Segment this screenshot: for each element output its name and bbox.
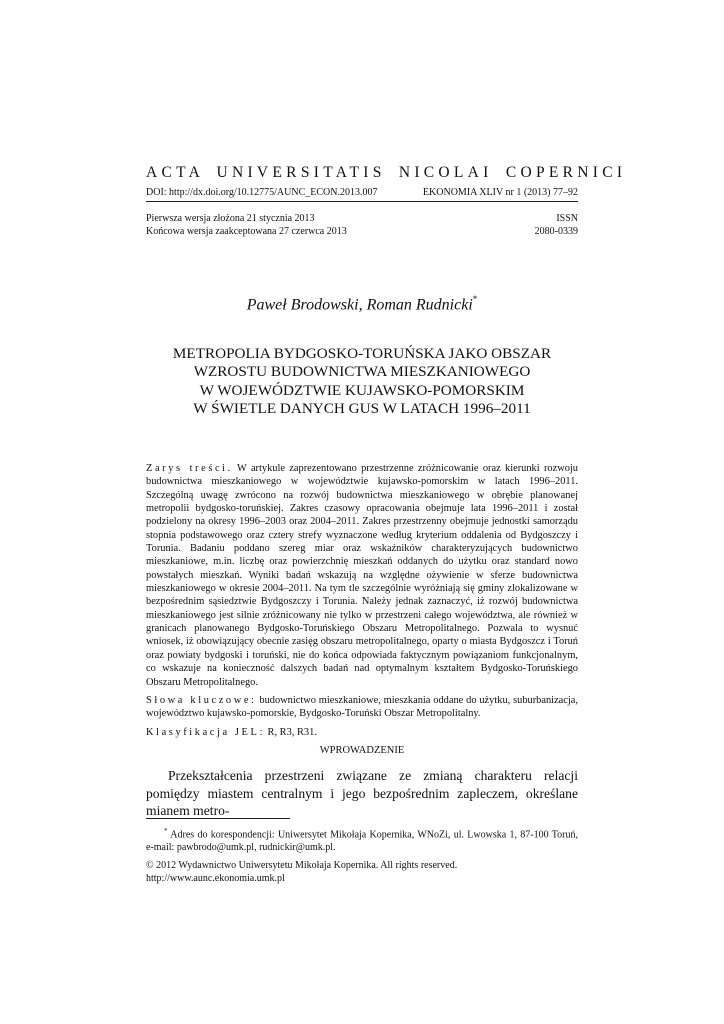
- abstract: [146, 462, 578, 689]
- title-line: W WOJEWÓDZTWIE KUJAWSKO-POMORSKIM: [199, 381, 525, 399]
- paper-title: [146, 345, 578, 418]
- header-divider: [146, 201, 578, 202]
- jel-text: R, R3, R31.: [267, 726, 317, 738]
- journal-volume: EKONOMIA XLIV nr 1 (2013) 77–92: [422, 187, 578, 198]
- copyright: [146, 859, 578, 885]
- authors: [146, 295, 578, 314]
- intro-paragraph: Przekształcenia przestrzeni związane ze zmianą charakteru relacji pomiędzy miastem centralnym i jego bezpośrednim zapleczem, określane mianem metro-: [146, 768, 578, 818]
- title-line: W ŚWIETLE DANYCH GUS W LATACH 1996–2011: [193, 399, 531, 417]
- section-heading: WPROWADZENIE: [319, 745, 405, 756]
- abstract-text: W artykule zaprezentowano przestrzenne zróżnicowanie oraz kierunki rozwoju budownictwa mieszkaniowego w województwie kujawsko-pomorskim w latach 1996–2011. Szczególną uwagę zwrócono na rozwój budownictwa mieszkaniowego w obrębie planowanej metropolii bydgosko-toruńskiej. Zakres czasowy opracowania obejmuje lata 1996–2011 i został podzielony na okresy 1996–2003 oraz 2004–2011. Zakres przestrzenny obejmuje jednostki samorządu stopnia podstawowego oraz cztery strefy wyznaczone według kryterium oddalenia od Bydgoszczy i Torunia. Badaniu poddano szereg miar oraz wskaźników charakteryzujących budownictwo mieszkaniowe, m.in. liczbę oraz powierzchnię mieszkań oddanych do użytku oraz standard nowo powstałych mieszkań. Wyniki badań wskazują na względne ożywienie w sferze budownictwa mieszkaniowego w okresie 2004–2011. Na tym tle szczególnie wyróżniają się gminy zlokalizowane w bezpośrednim sąsiedztwie Bydgoszczy i Torunia. Należy jednak zaznaczyć, iż rozwój budownictwa mieszkaniowego jest silnie zróżnicowany nie tylko w przestrzeni całego województwa, ale również w granicach planowanego Bydgosko-Toruńskiego Obszaru Metropolitalnego. Pozwala to wysnuć wniosek, iż obowiązujący obecnie zasięg obszaru metropolitalnego, oparty o miasta Bydgoszcz i Toruń oraz powiaty bydgoski i toruński, nie do końca odpowiada faktycznym powiązaniom funkcjonalnym, co wskazuje na konieczność dalszych badań nad optymalnym kształtem Bydgosko-Toruńskiego Obszaru Metropolitalnego.: [146, 463, 578, 688]
- body-text: [146, 767, 578, 820]
- issn-label: ISSN: [556, 213, 578, 224]
- first-version-date: Pierwsza wersja złożona 21 stycznia 2013: [146, 213, 315, 224]
- keywords-text: budownictwo mieszkaniowe, mieszkania oddane do użytku, suburbanizacja, województwo kujawsko-pomorskie, Bydgosko-Toruński Obszar Metropolitalny.: [146, 694, 578, 720]
- title-line: METROPOLIA BYDGOSKO-TORUŃSKA JAKO OBSZAR: [172, 345, 552, 362]
- copyright-line: © 2012 Wydawnictwo Uniwersytetu Mikołaja Kopernika. All rights reserved.: [146, 860, 458, 871]
- title-line: WZROSTU BUDOWNICTWA MIESZKANIOWEGO: [193, 363, 531, 381]
- abstract-label: Zarys treści.: [146, 463, 233, 474]
- journal-title: ACTA UNIVERSITATIS NICOLAI COPERNICI: [146, 164, 627, 181]
- jel-label: Klasyfikacja JEL:: [146, 726, 265, 738]
- keywords-label: Słowa kluczowe:: [146, 694, 257, 706]
- keywords: [146, 694, 578, 721]
- jel-classification: [146, 726, 578, 739]
- doi-row: [146, 187, 578, 198]
- footnote-marker: *: [164, 827, 168, 835]
- publisher-url[interactable]: http://www.aunc.ekonomia.umk.pl: [146, 873, 285, 884]
- issn-value: 2080-0339: [534, 226, 578, 237]
- doi-link[interactable]: DOI: http://dx.doi.org/10.12775/AUNC_ECON.2013.007: [146, 187, 378, 198]
- author-footnote-marker[interactable]: *: [472, 294, 478, 304]
- footnote-text: Adres do korespondencji: Uniwersytet Mikołaja Kopernika, WNoZi, ul. Lwowska 1, 87-100 Toruń, e-mail: pawbrodo@umk.pl, rudnickir@umk.pl.: [146, 829, 579, 854]
- submission-dates: [146, 212, 578, 238]
- footnote-divider: [146, 818, 290, 819]
- author-names: Paweł Brodowski, Roman Rudnicki: [246, 296, 473, 314]
- footnote: [146, 825, 578, 854]
- final-version-date: Końcowa wersja zaakceptowana 27 czerwca 2013: [146, 226, 347, 237]
- abstract-block: [146, 462, 578, 739]
